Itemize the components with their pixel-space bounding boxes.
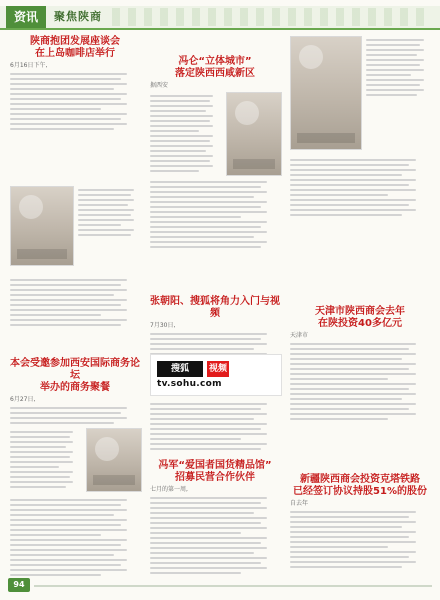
right-top-text (366, 36, 430, 99)
ad-url: tv.sohu.com (157, 379, 222, 389)
left-column (10, 36, 140, 570)
article-middle-1-title (150, 56, 280, 80)
article-right-2-title-line2: 已经签订协议持股51%的股份 (293, 486, 427, 497)
article-left-2 (10, 358, 140, 427)
section-header (0, 0, 440, 34)
article-right-2 (290, 474, 430, 571)
article-middle-3-title-line2: 招募民营合作伙伴 (175, 472, 255, 483)
article-middle-3 (150, 460, 280, 577)
article-left-2-dateline: 6月27日, (10, 396, 36, 403)
article-left-2-text (10, 428, 80, 491)
article-left-1 (10, 36, 140, 133)
article-middle-1-text (150, 92, 220, 175)
article-left-2-photo (86, 428, 142, 492)
article-left-1-title-line1: 陕商抱团发展座谈会 (30, 36, 120, 47)
footer-line (34, 585, 432, 587)
article-left-2-title-line1: 本会受邀参加西安国际商务论坛 (10, 358, 140, 381)
article-middle-3-dateline: 七月的第一周, (150, 486, 188, 493)
article-right-1-dateline: 天津市 (290, 332, 309, 339)
article-right-1-title (290, 306, 430, 330)
article-left-1-title-line2: 在上岛咖啡店举行 (35, 48, 115, 59)
article-right-1-title-line1: 天津市陕西商会去年 (315, 306, 405, 317)
article-middle-2-title: 张朝阳、搜狐将角力入门与视频 (150, 296, 280, 319)
sohu-logo: 搜狐 (157, 361, 203, 377)
article-left-1-photo (10, 186, 74, 266)
right-column (290, 36, 430, 570)
article-left-1-body (10, 73, 140, 130)
section-badge: 资讯 (6, 6, 46, 28)
article-middle-1 (150, 56, 280, 90)
article-right-2-title (290, 474, 430, 498)
article-middle-1-more (150, 178, 280, 251)
article-left-2-title (10, 358, 140, 394)
header-decoration (112, 8, 432, 26)
page-number: 94 (8, 578, 30, 592)
article-right-1-title-line2: 在陕投资40多亿元 (318, 318, 402, 329)
section-title: 聚焦陕商 (54, 10, 102, 23)
article-middle-3-title (150, 460, 280, 484)
article-middle-1-title-line2: 落定陕西西咸新区 (175, 68, 255, 79)
article-left-2-title-line2: 举办的商务聚餐 (40, 382, 110, 393)
article-middle-2-dateline: 7月30日, (150, 322, 176, 329)
article-middle-1-dateline: 据西安 (150, 82, 169, 89)
right-top-photo (290, 36, 362, 150)
article-left-1-dateline: 6月16日下午, (10, 62, 48, 69)
article-left-2-more (10, 496, 140, 579)
article-left-1-more (10, 276, 140, 329)
page-footer (0, 572, 440, 600)
article-middle-1-photo (226, 92, 282, 176)
article-right-2-dateline: 自去年 (290, 500, 309, 507)
article-middle-3-title-line1: 冯军“爱国者国货精品馆” (158, 460, 272, 471)
right-top-more (290, 156, 430, 219)
article-middle-2-more (150, 400, 280, 453)
middle-column (150, 36, 280, 570)
article-left-1-title (10, 36, 140, 60)
article-right-1 (290, 306, 430, 423)
article-right-2-title-line1: 新疆陕西商会投资克塔铁路 (300, 474, 420, 485)
video-logo: 视频 (207, 361, 229, 377)
article-left-1-side-text (78, 186, 140, 239)
sohu-video-ad (150, 354, 282, 396)
article-middle-1-title-line1: 冯仑“立体城市” (178, 56, 252, 67)
